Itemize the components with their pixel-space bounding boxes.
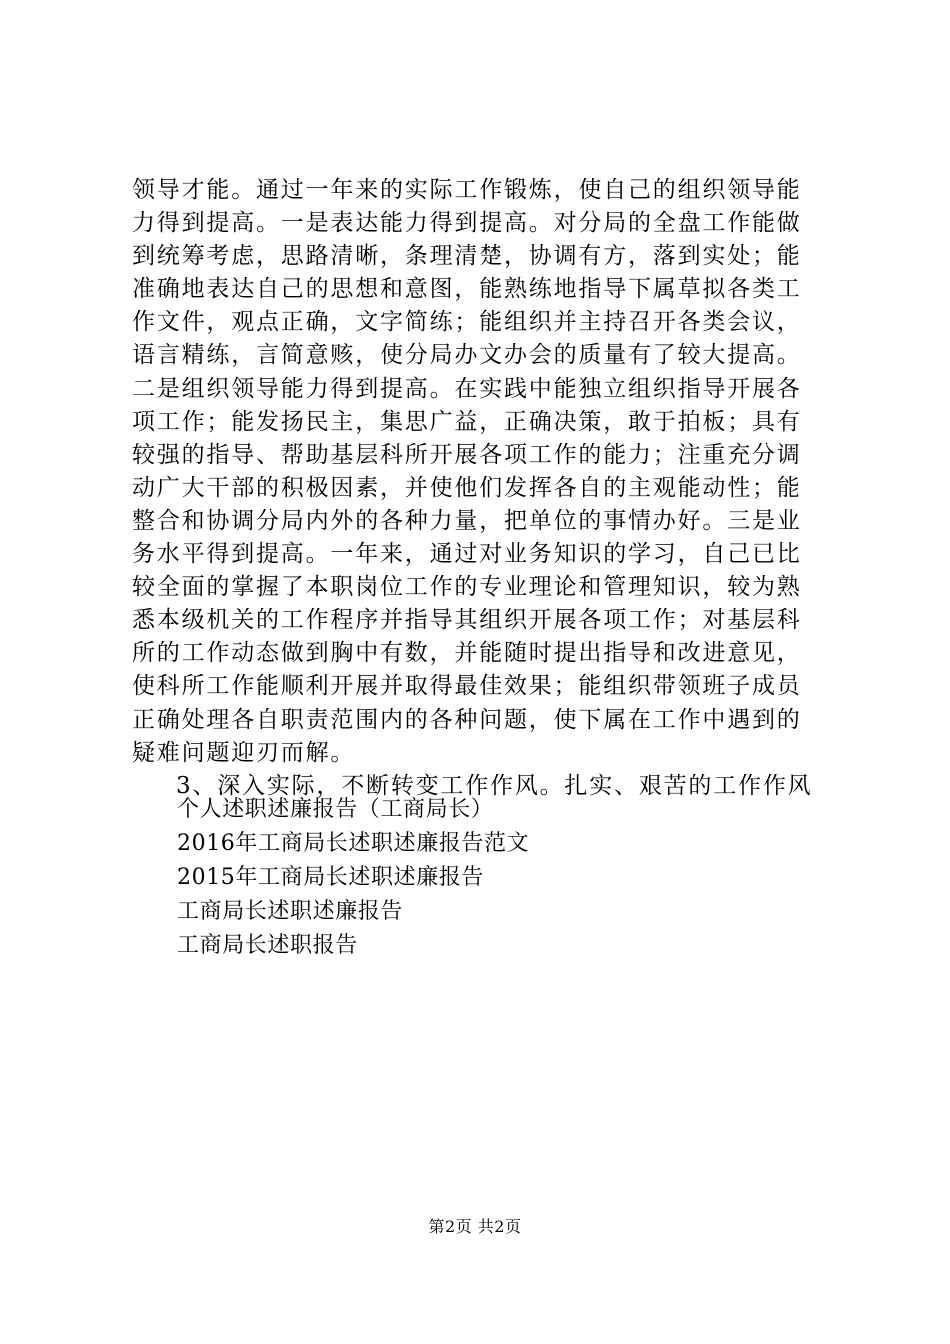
paragraph-line: 领导才能。通过一年来的实际工作锻炼，使自己的组织领导能: [132, 177, 802, 203]
paragraph-line: 二是组织领导能力得到提高。在实践中能独立组织指导开展各: [132, 375, 802, 402]
section-heading-line: 3、深入实际，不断转变工作作风。扎实、艰苦的工作作风: [176, 772, 813, 799]
paragraph-line: 项工作；能发扬民主，集思广益，正确决策，敢于拍板；具有: [132, 408, 802, 435]
paragraph-line: 较强的指导、帮助基层科所开展各项工作的能力；注重充分调: [132, 441, 802, 468]
paragraph-line: 务水平得到提高。一年来，通过对业务知识的学习，自己已比: [132, 541, 802, 568]
paragraph-line: 较全面的掌握了本职岗位工作的专业理论和管理知识，较为熟: [132, 574, 802, 601]
paragraph-line: 疑难问题迎刃而解。: [132, 739, 356, 766]
paragraph-line: 准确地表达自己的思想和意图，能熟练地指导下属草拟各类工: [132, 276, 802, 303]
paragraph-line: 整合和协调分局内外的各种力量，把单位的事情办好。三是业: [132, 507, 802, 534]
paragraph-line: 正确处理各自职责范围内的各种问题，使下属在工作中遇到的: [132, 706, 802, 733]
paragraph-line: 动广大干部的积极因素，并使他们发挥各自的主观能动性；能: [132, 474, 802, 501]
page-footer: [0, 1214, 950, 1237]
related-article-link[interactable]: 工商局长述职述廉报告: [177, 899, 404, 924]
related-article-link[interactable]: 2015年工商局长述职述廉报告: [177, 865, 484, 890]
paragraph-line: 使科所工作能顺利开展并取得最佳效果；能组织带领班子成员: [132, 673, 802, 700]
body-text: [132, 174, 832, 803]
related-article-link[interactable]: 2016年工商局长述职述廉报告范文: [177, 831, 530, 856]
related-article-link[interactable]: 个人述职述廉报告（工商局长）: [177, 797, 494, 822]
paragraph-line: 所的工作动态做到胸中有数，并能随时提出指导和改进意见，: [132, 640, 802, 667]
paragraph-line: 语言精练，言简意赅，使分局办文办会的质量有了较大提高。: [132, 342, 802, 369]
related-article-link[interactable]: 工商局长述职报告: [177, 933, 358, 958]
paragraph-line: 悉本级机关的工作程序并指导其组织开展各项工作；对基层科: [132, 607, 802, 634]
related-articles-list: [177, 793, 529, 963]
paragraph-line: 到统筹考虑，思路清晰，条理清楚，协调有方，落到实处；能: [132, 243, 802, 270]
page-number: 第2页 共2页: [428, 1217, 522, 1236]
paragraph-line: 作文件，观点正确，文字简练；能组织并主持召开各类会议，: [132, 309, 802, 336]
paragraph-line: 力得到提高。一是表达能力得到提高。对分局的全盘工作能做: [132, 210, 802, 237]
